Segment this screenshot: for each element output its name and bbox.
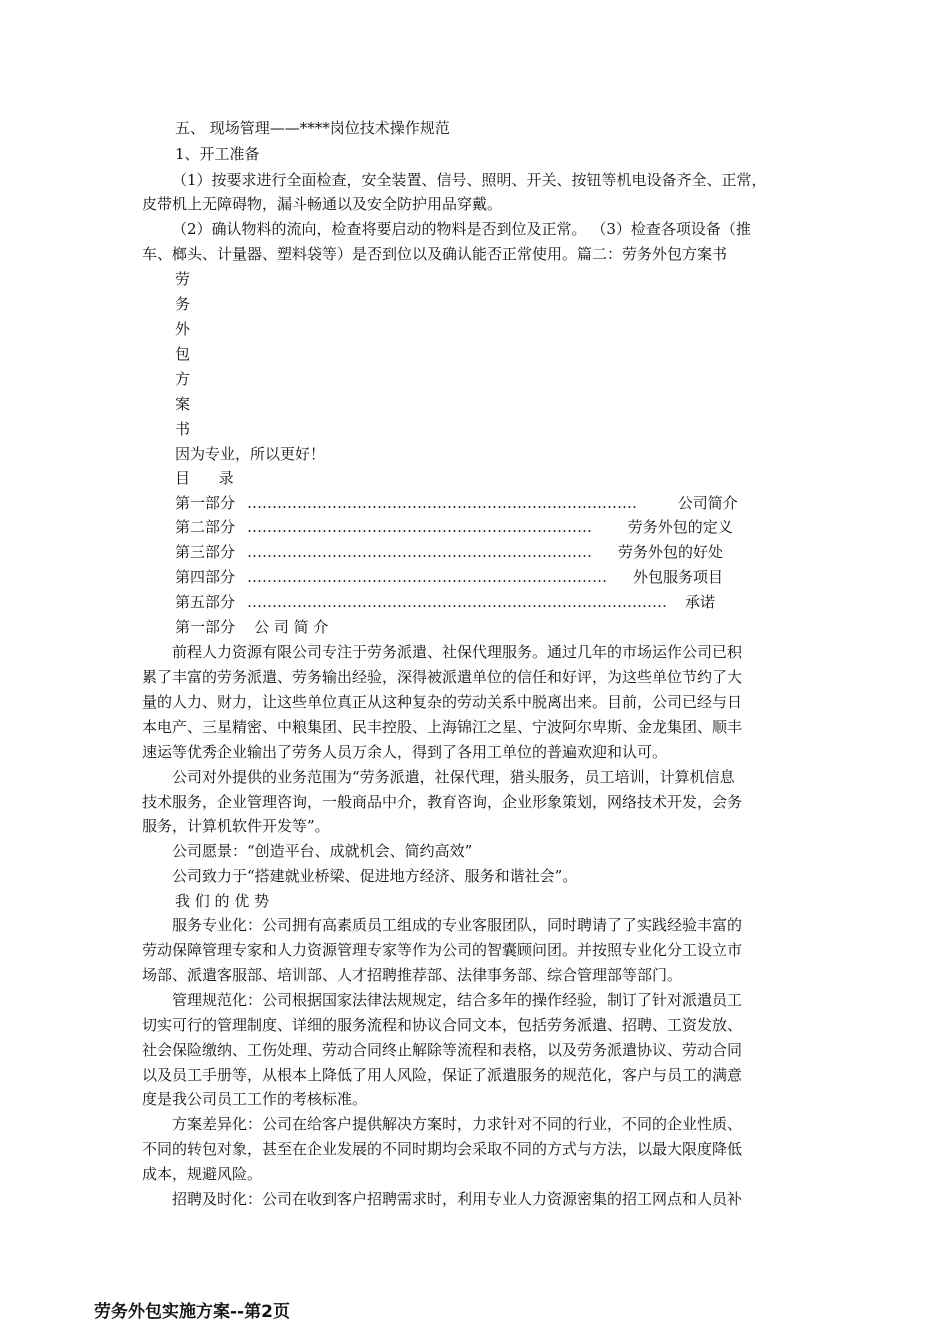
paragraph-line: 前程人力资源有限公司专注于劳务派遣、社保代理服务。通过几年的市场运作公司已积	[172, 643, 743, 661]
vision-line: 公司愿景：“创造平台、成就机会、简约高效”	[172, 842, 473, 860]
paragraph-line: 速运等优秀企业输出了劳务人员万余人，得到了各用工单位的普遍欢迎和认可。	[142, 743, 668, 761]
vertical-char: 务	[175, 295, 191, 313]
toc-item-title: 外包服务项目	[633, 568, 724, 586]
page-footer: 劳务外包实施方案--第2页	[94, 1302, 290, 1322]
paragraph-line: （1）按要求进行全面检查，安全装置、信号、照明、开关、按钮等机电设备齐全、正常，	[172, 171, 767, 189]
toc-item-title: 劳务外包的好处	[618, 543, 724, 561]
paragraph-line: 度是我公司员工工作的考核标准。	[142, 1090, 368, 1108]
paragraph-line: 管理规范化：公司根据国家法律法规规定，结合多年的操作经验，制订了针对派遣员工	[172, 991, 743, 1009]
toc-part: 第三部分	[175, 543, 236, 561]
paragraph-line: 量的人力、财力，让这些单位真正从这种复杂的劳动关系中脱离出来。目前，公司已经与日	[142, 693, 743, 711]
paragraph-line: 服务，计算机软件开发等”。	[142, 817, 330, 835]
subheading-start-prep: 1、开工准备	[175, 145, 260, 163]
toc-row	[175, 517, 733, 537]
paragraph-line: 车、榔头、计量器、塑料袋等）是否到位以及确认能否正常使用。篇二：劳务外包方案书	[142, 245, 728, 263]
toc-dots: ……………………………………………………………	[247, 543, 592, 561]
paragraph-line: 方案差异化：公司在给客户提供解决方案时，力求针对不同的行业，不同的企业性质、	[172, 1115, 743, 1133]
toc-dots: ………………………………………………………………	[247, 568, 607, 586]
vertical-char: 劳	[175, 270, 191, 288]
toc-row	[175, 592, 716, 612]
toc-part: 第五部分	[175, 593, 236, 611]
paragraph-line: 公司对外提供的业务范围为“劳务派遣，社保代理，猎头服务，员工培训，计算机信息	[172, 768, 735, 786]
toc-dots: ……………………………………………………………………	[247, 494, 637, 512]
toc-part: 第一部分	[175, 494, 236, 512]
vertical-char: 案	[175, 395, 191, 413]
paragraph-line: 皮带机上无障碍物，漏斗畅通以及安全防护用品穿戴。	[142, 195, 503, 213]
section-heading: 五、 现场管理——****岗位技术操作规范	[175, 119, 450, 137]
paragraph-line: 劳动保障管理专家和人力资源管理专家等作为公司的智囊顾问团。并按照专业化分工设立市	[142, 941, 743, 959]
toc-title: 目 录	[175, 469, 234, 487]
toc-dots: …………………………………………………………………………	[247, 593, 667, 611]
toc-row	[175, 567, 724, 587]
toc-item-title: 承诺	[685, 593, 716, 611]
paragraph-line: （2）确认物料的流向，检查将要启动的物料是否到位及正常。 （3）检查各项设备（推	[172, 220, 751, 238]
toc-row	[175, 493, 738, 513]
paragraph-line: 技术服务，企业管理咨询，一般商品中介，教育咨询，企业形象策划，网络技术开发，会务	[142, 793, 743, 811]
part1-title: 第一部分 公 司 简 介	[175, 618, 329, 636]
toc-item-title: 公司简介	[673, 494, 738, 512]
paragraph-line: 招聘及时化：公司在收到客户招聘需求时，利用专业人力资源密集的招工网点和人员补	[172, 1190, 743, 1208]
toc-row	[175, 542, 724, 562]
advantages-title: 我 们 的 优 势	[175, 892, 270, 910]
slogan: 因为专业，所以更好！	[175, 445, 326, 463]
paragraph-line: 不同的转包对象，甚至在企业发展的不同时期均会采取不同的方式与方法，以最大限度降低	[142, 1140, 743, 1158]
vertical-char: 方	[175, 370, 191, 388]
vertical-char: 包	[175, 345, 191, 363]
vertical-char: 外	[175, 320, 191, 338]
paragraph-line: 社会保险缴纳、工伤处理、劳动合同终止解除等流程和表格，以及劳务派遣协议、劳动合同	[142, 1041, 743, 1059]
toc-part: 第四部分	[175, 568, 236, 586]
toc-dots: ……………………………………………………………	[247, 518, 592, 536]
mission-line: 公司致力于“搭建就业桥梁、促进地方经济、服务和谐社会”。	[172, 867, 578, 885]
toc-part: 第二部分	[175, 518, 236, 536]
paragraph-line: 本电产、三星精密、中粮集团、民丰控股、上海锦江之星、宁波阿尔卑斯、金龙集团、顺丰	[142, 718, 743, 736]
paragraph-line: 成本，规避风险。	[142, 1165, 263, 1183]
paragraph-line: 服务专业化：公司拥有高素质员工组成的专业客服团队，同时聘请了了实践经验丰富的	[172, 916, 743, 934]
paragraph-line: 切实可行的管理制度、详细的服务流程和协议合同文本，包括劳务派遣、招聘、工资发放、	[142, 1016, 743, 1034]
toc-item-title: 劳务外包的定义	[623, 518, 733, 536]
paragraph-line: 以及员工手册等，从根本上降低了用人风险，保证了派遣服务的规范化，客户与员工的满意	[142, 1066, 743, 1084]
paragraph-line: 累了丰富的劳务派遣、劳务输出经验，深得被派遣单位的信任和好评，为这些单位节约了大	[142, 668, 743, 686]
paragraph-line: 场部、派遣客服部、培训部、人才招聘推荐部、法律事务部、综合管理部等部门。	[142, 966, 683, 984]
vertical-char: 书	[175, 420, 191, 438]
